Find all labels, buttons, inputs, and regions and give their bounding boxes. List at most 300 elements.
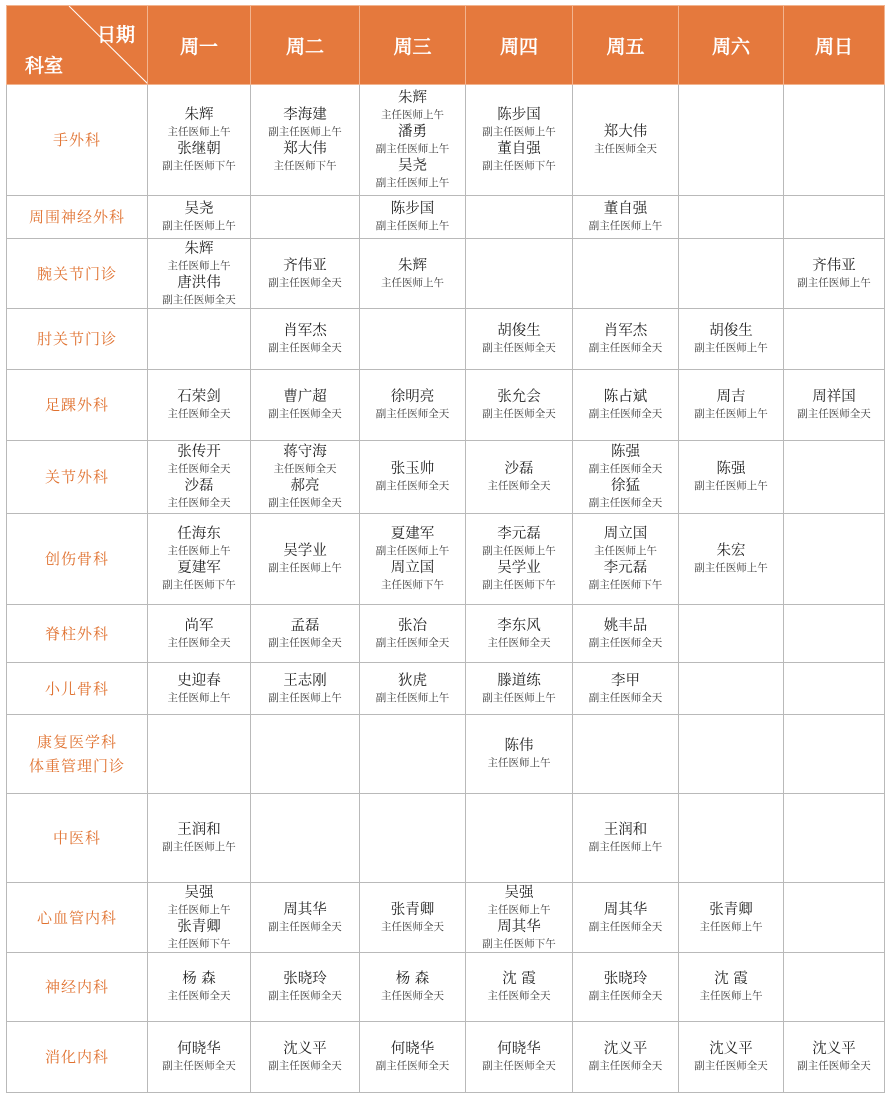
doctor-name: 李元磊 xyxy=(603,560,648,576)
doctor-name: 沈义平 xyxy=(603,1041,648,1057)
doctor-title-session: 副主任医师全天 xyxy=(162,293,236,306)
schedule-cell xyxy=(679,196,784,239)
doctor-entry xyxy=(573,1040,678,1074)
doctor-entry xyxy=(360,89,465,123)
day-header: 周五 xyxy=(573,6,679,85)
doctor-name: 张继朝 xyxy=(177,141,221,157)
doctor-title-session: 主任医师上午 xyxy=(487,757,551,769)
day-header: 周六 xyxy=(679,6,784,85)
doctor-name: 尚军 xyxy=(184,617,214,634)
department-cell xyxy=(7,663,148,715)
doctor-title-session: 主任医师全天 xyxy=(167,408,231,420)
schedule-cell xyxy=(679,883,784,953)
doctor-title-session: 副主任医师上午 xyxy=(375,691,450,704)
doctor-entry xyxy=(466,460,572,494)
schedule-cell xyxy=(784,605,885,663)
schedule-cell xyxy=(251,196,360,239)
department-cell xyxy=(7,441,148,514)
doctor-entry xyxy=(573,123,678,157)
schedule-cell xyxy=(679,715,784,794)
schedule-cell xyxy=(679,514,784,605)
schedule-cell xyxy=(360,370,466,441)
schedule-cell xyxy=(251,239,360,309)
doctor-name: 胡俊生 xyxy=(497,323,541,339)
doctor-entry xyxy=(148,388,250,422)
doctor-name: 陈占斌 xyxy=(603,389,648,405)
doctor-name: 吴尧 xyxy=(184,201,214,217)
schedule-cell xyxy=(251,85,360,196)
doctor-name: 孟磊 xyxy=(290,617,320,634)
doctor-entry xyxy=(466,140,572,174)
department-cell xyxy=(7,794,148,883)
doctor-name: 张晓玲 xyxy=(283,971,327,987)
doctor-entry xyxy=(573,525,678,559)
schedule-cell xyxy=(466,370,573,441)
doctor-name: 沈义平 xyxy=(709,1041,753,1057)
doctor-title-session: 副主任医师全天 xyxy=(268,990,342,1002)
doctor-title-session: 副主任医师全天 xyxy=(588,408,663,420)
doctor-name: 沙磊 xyxy=(184,478,214,494)
schedule-cell xyxy=(466,794,573,883)
doctor-name: 胡俊生 xyxy=(709,323,753,339)
schedule-cell xyxy=(466,715,573,794)
doctor-name: 郝亮 xyxy=(290,478,320,494)
department-name: 肘关节门诊 xyxy=(36,330,117,348)
doctor-entry xyxy=(148,200,250,234)
doctor-name: 张青卿 xyxy=(709,901,753,918)
doctor-entry xyxy=(360,1040,465,1074)
doctor-entry xyxy=(573,477,678,511)
doctor-name: 周其华 xyxy=(283,901,327,918)
doctor-name: 肖军杰 xyxy=(603,323,648,339)
schedule-row xyxy=(7,370,885,441)
schedule-cell xyxy=(360,441,466,514)
doctor-entry xyxy=(466,559,572,593)
schedule-cell xyxy=(679,1022,784,1093)
doctor-entry xyxy=(360,970,465,1004)
doctor-entry xyxy=(251,617,359,651)
doctor-entry xyxy=(360,901,465,935)
schedule-cell xyxy=(251,370,360,441)
schedule-cell xyxy=(148,1022,251,1093)
doctor-entry xyxy=(573,901,678,935)
schedule-cell xyxy=(148,196,251,239)
doctor-title-session: 主任医师全天 xyxy=(167,990,231,1002)
doctor-name: 何晓华 xyxy=(497,1041,541,1057)
schedule-cell xyxy=(466,1022,573,1093)
schedule-cell xyxy=(251,309,360,370)
doctor-title-session: 副主任医师上午 xyxy=(797,276,871,289)
doctor-name: 张青卿 xyxy=(177,918,221,935)
doctor-name: 吴强 xyxy=(184,884,214,901)
doctor-name: 陈步国 xyxy=(497,107,541,123)
doctor-title-session: 主任医师全天 xyxy=(381,990,444,1002)
doctor-title-session: 主任医师上午 xyxy=(381,109,444,121)
doctor-entry xyxy=(573,617,678,651)
schedule-row xyxy=(7,953,885,1022)
schedule-cell xyxy=(573,85,679,196)
doctor-title-session: 副主任医师全天 xyxy=(797,1060,871,1072)
doctor-name: 杨 森 xyxy=(182,971,216,987)
day-header: 周日 xyxy=(784,6,885,85)
schedule-cell xyxy=(679,370,784,441)
schedule-cell xyxy=(573,883,679,953)
doctor-name: 齐伟亚 xyxy=(283,257,327,274)
doctor-title-session: 主任医师全天 xyxy=(487,480,551,492)
doctor-title-session: 主任医师上午 xyxy=(167,126,231,138)
doctor-entry xyxy=(573,672,678,706)
doctor-name: 沙磊 xyxy=(504,461,534,477)
doctor-name: 吴学业 xyxy=(497,560,541,576)
doctor-title-session: 副主任医师下午 xyxy=(162,579,236,591)
schedule-cell xyxy=(784,196,885,239)
doctor-entry xyxy=(573,322,678,356)
doctor-entry xyxy=(251,106,359,140)
doctor-name: 蒋守海 xyxy=(283,444,327,460)
doctor-title-session: 主任医师全天 xyxy=(167,636,231,649)
doctor-title-session: 副主任医师全天 xyxy=(588,463,663,475)
schedule-cell xyxy=(784,1022,885,1093)
doctor-name: 杨 森 xyxy=(395,971,430,987)
doctor-title-session: 主任医师全天 xyxy=(594,143,657,155)
schedule-cell xyxy=(784,370,885,441)
schedule-cell xyxy=(148,605,251,663)
doctor-entry xyxy=(573,388,678,422)
schedule-cell xyxy=(148,309,251,370)
doctor-name: 王润和 xyxy=(177,822,221,838)
schedule-cell xyxy=(148,85,251,196)
schedule-cell xyxy=(148,715,251,794)
schedule-row xyxy=(7,883,885,953)
doctor-name: 张冶 xyxy=(398,617,427,634)
doctor-title-session: 主任医师全天 xyxy=(167,463,231,475)
department-cell xyxy=(7,605,148,663)
doctor-title-session: 副主任医师全天 xyxy=(268,342,342,354)
doctor-name: 张允会 xyxy=(497,389,541,405)
doctor-title-session: 副主任医师全天 xyxy=(268,276,342,289)
doctor-entry xyxy=(360,388,465,422)
doctor-title-session: 副主任医师上午 xyxy=(375,143,450,155)
schedule-row xyxy=(7,309,885,370)
doctor-entry xyxy=(360,200,465,234)
doctor-name: 周祥国 xyxy=(812,389,856,405)
schedule-row xyxy=(7,441,885,514)
doctor-name: 朱辉 xyxy=(184,240,214,257)
doctor-name: 郑大伟 xyxy=(603,124,648,140)
schedule-row xyxy=(7,794,885,883)
schedule-body xyxy=(7,85,885,1093)
doctor-name: 陈伟 xyxy=(504,738,534,754)
day-header: 周三 xyxy=(360,6,466,85)
schedule-cell xyxy=(251,953,360,1022)
doctor-entry xyxy=(148,274,250,308)
doctor-title-session: 副主任医师上午 xyxy=(268,562,342,574)
doctor-entry xyxy=(466,737,572,771)
schedule-cell xyxy=(148,953,251,1022)
doctor-title-session: 副主任医师下午 xyxy=(482,937,556,950)
doctor-entry xyxy=(360,525,465,559)
doctor-title-session: 主任医师上午 xyxy=(594,545,657,557)
doctor-name: 吴强 xyxy=(504,884,534,901)
schedule-cell xyxy=(573,514,679,605)
doctor-name: 吴尧 xyxy=(398,158,427,174)
doctor-entry xyxy=(148,918,250,952)
doctor-title-session: 副主任医师全天 xyxy=(588,636,663,649)
doctor-name: 潘勇 xyxy=(398,124,427,140)
doctor-entry xyxy=(251,901,359,935)
doctor-entry xyxy=(148,477,250,511)
schedule-cell xyxy=(251,441,360,514)
doctor-entry xyxy=(251,322,359,356)
doctor-title-session: 副主任医师全天 xyxy=(694,1060,768,1072)
schedule-cell xyxy=(573,663,679,715)
schedule-cell xyxy=(148,441,251,514)
doctor-name: 夏建军 xyxy=(177,560,221,576)
department-name: 小儿骨科 xyxy=(44,679,109,698)
doctor-name: 郑大伟 xyxy=(283,141,327,157)
doctor-entry xyxy=(360,617,465,651)
doctor-title-session: 副主任医师全天 xyxy=(268,1060,342,1072)
department-cell xyxy=(7,370,148,441)
schedule-cell xyxy=(360,514,466,605)
schedule-cell xyxy=(360,196,466,239)
schedule-cell xyxy=(360,794,466,883)
schedule-cell xyxy=(360,883,466,953)
doctor-title-session: 副主任医师上午 xyxy=(694,562,768,574)
department-name: 消化内科 xyxy=(44,1048,109,1066)
doctor-title-session: 副主任医师下午 xyxy=(482,160,556,172)
doctor-entry xyxy=(679,542,783,576)
schedule-cell xyxy=(251,1022,360,1093)
schedule-cell xyxy=(360,605,466,663)
schedule-cell xyxy=(573,239,679,309)
doctor-entry xyxy=(251,672,359,706)
department-name: 腕关节门诊 xyxy=(36,264,117,283)
corner-date-label: 日期 xyxy=(96,24,135,46)
doctor-name: 李海建 xyxy=(283,107,327,123)
doctor-title-session: 副主任医师上午 xyxy=(375,177,450,189)
schedule-cell xyxy=(360,715,466,794)
schedule-cell xyxy=(784,309,885,370)
schedule-cell xyxy=(148,370,251,441)
doctor-entry xyxy=(251,477,359,511)
doctor-title-session: 主任医师上午 xyxy=(167,691,231,704)
doctor-title-session: 主任医师下午 xyxy=(167,937,231,950)
department-name: 心血管内科 xyxy=(36,908,117,927)
doctor-entry xyxy=(148,970,250,1004)
schedule-cell xyxy=(148,883,251,953)
doctor-entry xyxy=(679,388,783,422)
schedule-cell xyxy=(679,441,784,514)
schedule-cell xyxy=(784,883,885,953)
schedule-cell xyxy=(573,794,679,883)
doctor-entry xyxy=(573,559,678,593)
doctor-entry xyxy=(573,821,678,855)
doctor-name: 周其华 xyxy=(603,901,648,918)
doctor-name: 周立国 xyxy=(603,526,648,542)
doctor-title-session: 主任医师全天 xyxy=(273,463,337,475)
doctor-title-session: 副主任医师全天 xyxy=(797,408,871,420)
schedule-cell xyxy=(466,605,573,663)
doctor-entry xyxy=(573,970,678,1004)
schedule-cell xyxy=(466,196,573,239)
doctor-title-session: 副主任医师上午 xyxy=(268,126,342,138)
doctor-entry xyxy=(679,460,783,494)
header-row xyxy=(7,6,885,85)
doctor-name: 姚丰品 xyxy=(603,617,648,634)
doctor-name: 陈步国 xyxy=(390,201,435,217)
doctor-entry xyxy=(784,1040,884,1074)
schedule-row xyxy=(7,239,885,309)
schedule-cell xyxy=(573,605,679,663)
doctor-name: 唐洪伟 xyxy=(177,274,221,291)
doctor-entry xyxy=(466,672,572,706)
schedule-cell xyxy=(148,514,251,605)
schedule-cell xyxy=(251,514,360,605)
schedule-cell xyxy=(784,441,885,514)
department-name: 康复医学科 xyxy=(36,733,117,751)
doctor-name: 张青卿 xyxy=(390,901,435,918)
corner-header xyxy=(7,6,148,85)
department-cell xyxy=(7,196,148,239)
doctor-title-session: 主任医师上午 xyxy=(167,259,231,272)
doctor-entry xyxy=(466,970,572,1004)
department-cell xyxy=(7,953,148,1022)
doctor-title-session: 主任医师上午 xyxy=(167,903,231,916)
doctor-entry xyxy=(679,970,783,1004)
doctor-entry xyxy=(148,140,250,174)
schedule-row xyxy=(7,663,885,715)
doctor-name: 沈 霞 xyxy=(502,971,536,987)
schedule-row xyxy=(7,715,885,794)
schedule-cell xyxy=(466,953,573,1022)
doctor-entry xyxy=(466,1040,572,1074)
doctor-entry xyxy=(466,617,572,651)
doctor-entry xyxy=(251,970,359,1004)
schedule-cell xyxy=(573,196,679,239)
doctor-title-session: 副主任医师全天 xyxy=(268,408,342,420)
doctor-entry xyxy=(466,525,572,559)
schedule-row xyxy=(7,605,885,663)
department-name: 足踝外科 xyxy=(44,396,109,414)
doctor-title-session: 副主任医师全天 xyxy=(588,920,663,933)
schedule-cell xyxy=(679,953,784,1022)
schedule-cell xyxy=(360,309,466,370)
schedule-row xyxy=(7,196,885,239)
doctor-entry xyxy=(251,443,359,477)
doctor-entry xyxy=(251,542,359,576)
doctor-name: 任海东 xyxy=(177,526,221,542)
doctor-title-session: 副主任医师下午 xyxy=(588,579,663,591)
doctor-title-session: 主任医师上午 xyxy=(699,920,763,933)
schedule-cell xyxy=(251,715,360,794)
doctor-entry xyxy=(784,388,884,422)
schedule-cell xyxy=(466,309,573,370)
doctor-entry xyxy=(360,157,465,191)
doctor-name: 沈义平 xyxy=(283,1041,327,1057)
doctor-entry xyxy=(466,918,572,952)
doctor-name: 沈义平 xyxy=(812,1041,856,1057)
doctor-entry xyxy=(360,559,465,593)
department-cell xyxy=(7,85,148,196)
doctor-title-session: 副主任医师下午 xyxy=(482,579,556,591)
doctor-title-session: 副主任医师全天 xyxy=(162,1060,236,1072)
doctor-entry xyxy=(679,1040,783,1074)
doctor-entry xyxy=(148,106,250,140)
schedule-cell xyxy=(679,794,784,883)
schedule-cell xyxy=(784,663,885,715)
doctor-name: 石荣剑 xyxy=(177,389,221,405)
doctor-title-session: 副主任医师上午 xyxy=(268,691,342,704)
doctor-entry xyxy=(466,322,572,356)
schedule-cell xyxy=(466,663,573,715)
schedule-cell xyxy=(679,663,784,715)
doctor-name: 陈强 xyxy=(611,444,640,460)
department-cell xyxy=(7,309,148,370)
department-cell xyxy=(7,715,148,794)
schedule-cell xyxy=(679,309,784,370)
doctor-name: 何晓华 xyxy=(177,1041,221,1057)
schedule-row xyxy=(7,514,885,605)
doctor-title-session: 副主任医师上午 xyxy=(162,220,236,232)
doctor-entry xyxy=(251,388,359,422)
schedule-cell xyxy=(466,514,573,605)
doctor-name: 李东风 xyxy=(497,617,541,634)
doctor-name: 张玉帅 xyxy=(390,461,435,477)
doctor-title-session: 副主任医师全天 xyxy=(482,1060,556,1072)
department-name: 创伤骨科 xyxy=(44,550,109,568)
doctor-title-session: 副主任医师上午 xyxy=(588,220,663,232)
doctor-title-session: 副主任医师全天 xyxy=(588,342,663,354)
doctor-title-session: 主任医师全天 xyxy=(167,497,231,509)
doctor-title-session: 副主任医师全天 xyxy=(375,480,450,492)
schedule-cell xyxy=(679,605,784,663)
schedule-row xyxy=(7,85,885,196)
doctor-title-session: 副主任医师上午 xyxy=(162,841,236,853)
doctor-name: 朱辉 xyxy=(398,90,427,106)
doctor-title-session: 副主任医师全天 xyxy=(268,497,342,509)
doctor-entry xyxy=(573,443,678,477)
doctor-title-session: 主任医师上午 xyxy=(699,990,763,1002)
doctor-entry xyxy=(148,821,250,855)
doctor-title-session: 副主任医师全天 xyxy=(588,497,663,509)
doctor-title-session: 副主任医师全天 xyxy=(375,636,450,649)
doctor-name: 朱辉 xyxy=(184,107,214,123)
doctor-entry xyxy=(466,388,572,422)
day-header: 周一 xyxy=(148,6,251,85)
department-cell xyxy=(7,883,148,953)
department-name: 神经内科 xyxy=(44,978,109,996)
schedule-cell xyxy=(148,663,251,715)
schedule-cell xyxy=(573,441,679,514)
schedule-cell xyxy=(784,715,885,794)
doctor-entry xyxy=(360,672,465,706)
schedule-cell xyxy=(360,239,466,309)
doctor-title-session: 主任医师全天 xyxy=(487,636,551,649)
doctor-title-session: 主任医师下午 xyxy=(273,160,337,172)
doctor-entry xyxy=(360,257,465,291)
department-name: 脊柱外科 xyxy=(44,624,109,643)
doctor-title-session: 副主任医师上午 xyxy=(482,691,556,704)
doctor-name: 朱宏 xyxy=(716,543,746,559)
doctor-entry xyxy=(679,322,783,356)
doctor-title-session: 副主任医师全天 xyxy=(268,636,342,649)
doctor-name: 齐伟亚 xyxy=(812,257,856,274)
schedule-cell xyxy=(784,953,885,1022)
schedule-cell xyxy=(466,239,573,309)
doctor-entry xyxy=(360,123,465,157)
doctor-name: 周立国 xyxy=(390,560,435,576)
